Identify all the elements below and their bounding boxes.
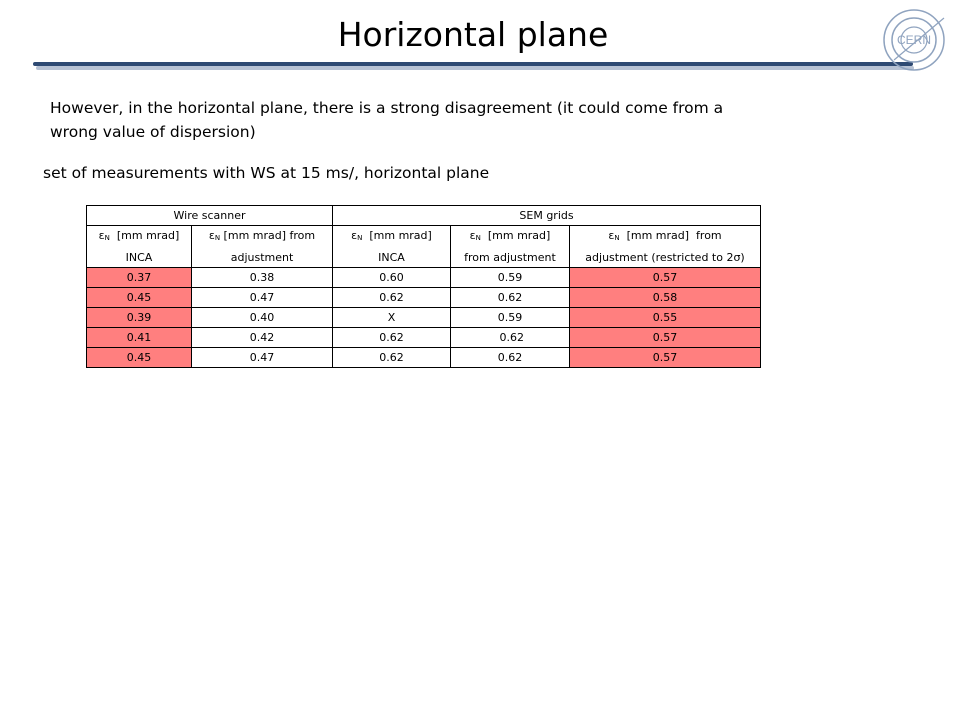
table-cell: 0.57	[570, 268, 761, 288]
column-header-sem-adjustment	[451, 226, 570, 268]
table-row	[87, 328, 761, 348]
table-cell: 0.47	[192, 348, 333, 368]
table-cell: 0.62	[451, 328, 570, 348]
group-header-sem-grids: SEM grids	[333, 206, 761, 226]
table-cell: X	[333, 308, 451, 328]
emittance-table	[86, 205, 761, 368]
column-unit: [mm mrad]	[109, 229, 180, 242]
table-cell: 0.38	[192, 268, 333, 288]
table-cell: 0.57	[570, 348, 761, 368]
group-header-wire-scanner: Wire scanner	[87, 206, 333, 226]
symbol-subscript: N	[214, 234, 221, 242]
column-source: from adjustment	[464, 251, 556, 264]
cern-logo-text: CERN	[896, 33, 932, 47]
column-unit: [mm mrad]	[362, 229, 432, 242]
table-row	[87, 348, 761, 368]
table-cell: 0.40	[192, 308, 333, 328]
column-header-sem-inca	[333, 226, 451, 268]
intro-text: However, in the horizontal plane, there is a strong disagreement (it could come from a wrong value of dispersion)	[50, 99, 724, 141]
table-cell: 0.58	[570, 288, 761, 308]
cern-logo-icon	[878, 4, 950, 76]
symbol-subscript: N	[104, 234, 110, 242]
table-cell: 0.42	[192, 328, 333, 348]
epsilon-symbol: ε	[351, 229, 358, 242]
table-cell: 0.47	[192, 288, 333, 308]
column-source: INCA	[378, 251, 405, 264]
table-cell: 0.59	[451, 268, 570, 288]
slide-title: Horizontal plane	[337, 15, 609, 54]
symbol-subscript: N	[475, 234, 481, 242]
table-row	[87, 288, 761, 308]
column-header-ws-adjustment	[192, 226, 333, 268]
table-cell: 0.45	[87, 288, 192, 308]
table-cell: 0.55	[570, 308, 761, 328]
epsilon-symbol: ε	[469, 229, 476, 242]
table-cell: 0.62	[333, 348, 451, 368]
table-cell: 0.62	[451, 288, 570, 308]
table-cell: 0.37	[87, 268, 192, 288]
table-cell: 0.62	[333, 288, 451, 308]
column-source: adjustment	[230, 251, 294, 264]
symbol-subscript: N	[357, 234, 363, 242]
table-cell: 0.62	[451, 348, 570, 368]
column-header-ws-inca	[87, 226, 192, 268]
table-cell: 0.60	[333, 268, 451, 288]
table-cell: 0.39	[87, 308, 192, 328]
title-rule-shadow	[36, 66, 914, 70]
table-cell: 0.45	[87, 348, 192, 368]
epsilon-symbol: ε	[98, 229, 105, 242]
column-unit: [mm mrad] from	[220, 229, 316, 242]
table-cell: 0.62	[333, 328, 451, 348]
column-source: adjustment (restricted to 2σ)	[585, 251, 745, 264]
column-unit: [mm mrad] from	[619, 229, 722, 242]
epsilon-symbol: ε	[208, 229, 215, 242]
epsilon-symbol: ε	[608, 229, 615, 242]
table-row	[87, 268, 761, 288]
column-source: INCA	[125, 251, 153, 264]
column-header-sem-adjustment-2sigma	[570, 226, 761, 268]
table-cell: 0.41	[87, 328, 192, 348]
table-row	[87, 308, 761, 328]
column-unit: [mm mrad]	[480, 229, 551, 242]
table-group-header-row	[87, 206, 761, 226]
table-cell: 0.57	[570, 328, 761, 348]
title-rule	[33, 62, 913, 66]
symbol-subscript: N	[614, 234, 620, 242]
table-column-header-row	[87, 226, 761, 268]
table-cell: 0.59	[451, 308, 570, 328]
table-caption: set of measurements with WS at 15 ms/, horizontal plane	[43, 164, 490, 182]
